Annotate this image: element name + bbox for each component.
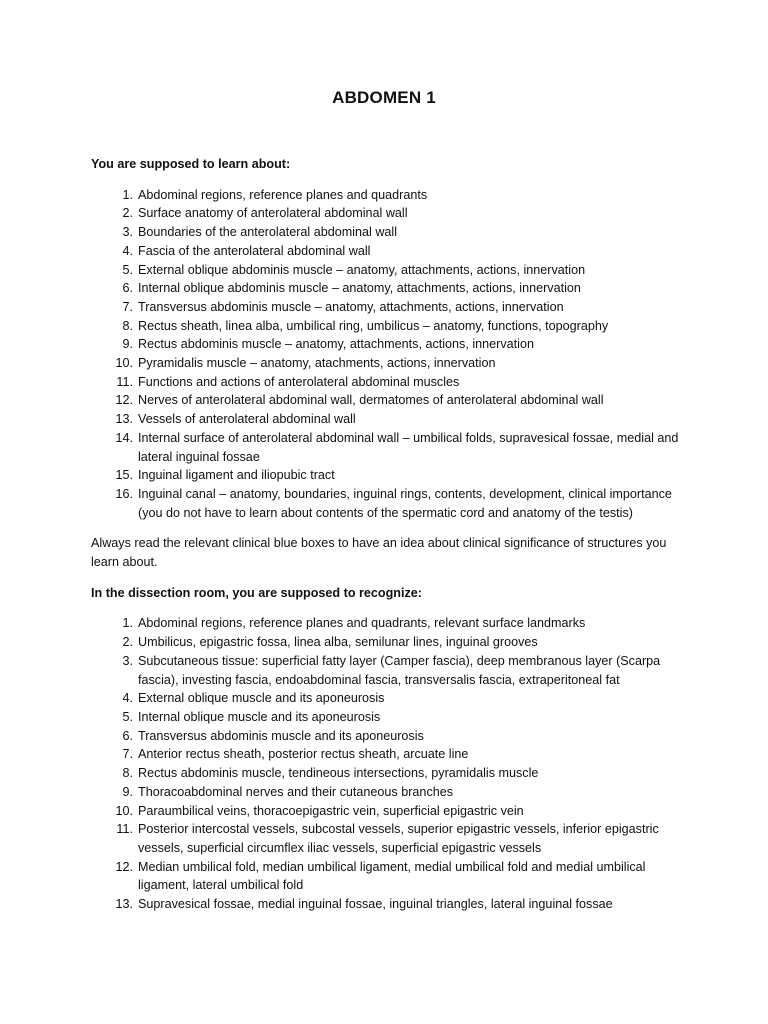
list-item <box>91 373 681 392</box>
list-text: External oblique abdominis muscle – anatomy, attachments, actions, innervation <box>138 262 586 277</box>
list-number: 4. <box>122 243 133 258</box>
list-text: Transversus abdominis muscle and its aponeurosis <box>138 728 424 743</box>
dissection-list <box>91 614 681 913</box>
dissection-heading: In the dissection room, you are supposed to recognize: <box>91 585 422 600</box>
list-number: 16. <box>115 486 133 501</box>
list-text: Internal surface of anterolateral abdominal wall – umbilical folds, supravesical fossae, medial and lateral inguinal fossae <box>138 430 679 464</box>
list-text: Abdominal regions, reference planes and quadrants, relevant surface landmarks <box>138 616 586 631</box>
list-text: Rectus abdominis muscle – anatomy, attachments, actions, innervation <box>138 337 534 352</box>
list-text: Surface anatomy of anterolateral abdominal wall <box>138 206 408 221</box>
list-item <box>91 802 681 821</box>
list-text: External oblique muscle and its aponeurosis <box>138 691 385 706</box>
list-number: 3. <box>122 653 133 668</box>
list-number: 6. <box>122 728 133 743</box>
list-number: 12. <box>115 393 133 408</box>
list-item <box>91 485 681 522</box>
clinical-note-paragraph: Always read the relevant clinical blue boxes to have an idea about clinical significance of structures you learn about. <box>91 536 667 570</box>
list-item <box>91 858 681 895</box>
list-text: Nerves of anterolateral abdominal wall, dermatomes of anterolateral abdominal wall <box>138 393 604 408</box>
list-item <box>91 223 681 242</box>
list-text: Functions and actions of anterolateral abdominal muscles <box>138 374 460 389</box>
list-number: 9. <box>122 337 133 352</box>
list-number: 8. <box>122 766 133 781</box>
list-number: 2. <box>122 206 133 221</box>
list-item <box>91 727 681 746</box>
learn-heading: You are supposed to learn about: <box>91 157 291 171</box>
list-text: Internal oblique muscle and its aponeurosis <box>138 709 381 724</box>
list-item <box>91 242 681 261</box>
list-number: 1. <box>122 187 133 202</box>
list-text: Umbilicus, epigastric fossa, linea alba, semilunar lines, inguinal grooves <box>138 635 538 650</box>
list-number: 9. <box>122 784 133 799</box>
list-item <box>91 354 681 373</box>
list-item <box>91 261 681 280</box>
list-item <box>91 335 681 354</box>
list-number: 13. <box>115 412 133 427</box>
list-text: Supravesical fossae, medial inguinal fossae, inguinal triangles, lateral inguinal fossae <box>138 897 613 912</box>
list-item <box>91 820 681 857</box>
list-text: Median umbilical fold, median umbilical ligament, medial umbilical fold and medial umbilical ligament, lateral umbilical fold <box>138 859 646 893</box>
list-number: 5. <box>122 709 133 724</box>
list-number: 13. <box>115 897 133 912</box>
list-text: Paraumbilical veins, thoracoepigastric vein, superficial epigastric vein <box>138 803 524 818</box>
list-number: 4. <box>122 691 133 706</box>
list-number: 14. <box>115 430 133 445</box>
list-number: 10. <box>115 803 133 818</box>
list-number: 7. <box>122 747 133 762</box>
list-text: Inguinal canal – anatomy, boundaries, inguinal rings, contents, development, clinical importance (you do not have to learn about contents of the spermatic cord and anatomy of the testis) <box>138 486 672 520</box>
list-text: Transversus abdominis muscle – anatomy, attachments, actions, innervation <box>138 299 564 314</box>
list-number: 11. <box>116 822 133 837</box>
list-text: Inguinal ligament and iliopubic tract <box>138 468 335 483</box>
list-text: Abdominal regions, reference planes and quadrants <box>138 187 428 202</box>
list-number: 11. <box>116 374 133 389</box>
list-text: Subcutaneous tissue: superficial fatty layer (Camper fascia), deep membranous layer (Scarpa fascia), investing fascia, endoabdominal fascia, transversalis fascia, extraperitoneal fat <box>138 653 661 687</box>
list-number: 10. <box>115 356 133 371</box>
list-number: 3. <box>122 225 133 240</box>
list-text: Boundaries of the anterolateral abdominal wall <box>138 225 398 240</box>
list-item <box>91 186 681 205</box>
list-number: 7. <box>122 299 133 314</box>
list-item <box>91 204 681 223</box>
list-number: 8. <box>122 318 133 333</box>
list-item <box>91 466 681 485</box>
page-title: ABDOMEN 1 <box>332 88 436 107</box>
list-text: Pyramidalis muscle – anatomy, atachments, actions, innervation <box>138 356 496 371</box>
list-text: Rectus abdominis muscle, tendineous intersections, pyramidalis muscle <box>138 766 539 781</box>
list-text: Internal oblique abdominis muscle – anatomy, attachments, actions, innervation <box>138 281 581 296</box>
list-number: 5. <box>122 262 133 277</box>
list-number: 12. <box>115 859 133 874</box>
list-number: 2. <box>122 635 133 650</box>
list-item <box>91 895 681 914</box>
list-item <box>91 745 681 764</box>
list-item <box>91 764 681 783</box>
list-item <box>91 317 681 336</box>
list-item <box>91 708 681 727</box>
list-item <box>91 783 681 802</box>
list-item <box>91 652 681 689</box>
list-text: Thoracoabdominal nerves and their cutaneous branches <box>138 784 454 799</box>
list-item <box>91 614 681 633</box>
list-text: Posterior intercostal vessels, subcostal vessels, superior epigastric vessels, inferior epigastric vessels, superficial circumflex iliac vessels, superficial epigastric vessels <box>138 822 659 855</box>
list-item <box>91 410 681 429</box>
list-item <box>91 279 681 298</box>
list-text: Anterior rectus sheath, posterior rectus sheath, arcuate line <box>138 747 469 762</box>
list-text: Vessels of anterolateral abdominal wall <box>138 412 356 427</box>
list-text: Fascia of the anterolateral abdominal wall <box>138 243 371 258</box>
list-item <box>91 429 681 466</box>
list-number: 15. <box>115 468 133 483</box>
list-item <box>91 391 681 410</box>
list-text: Rectus sheath, linea alba, umbilical ring, umbilicus – anatomy, functions, topography <box>138 318 609 333</box>
list-item <box>91 298 681 317</box>
list-item <box>91 633 681 652</box>
list-number: 6. <box>122 281 133 296</box>
list-number: 1. <box>122 616 133 631</box>
document-body <box>91 155 681 914</box>
list-item <box>91 689 681 708</box>
learn-list <box>91 186 681 523</box>
